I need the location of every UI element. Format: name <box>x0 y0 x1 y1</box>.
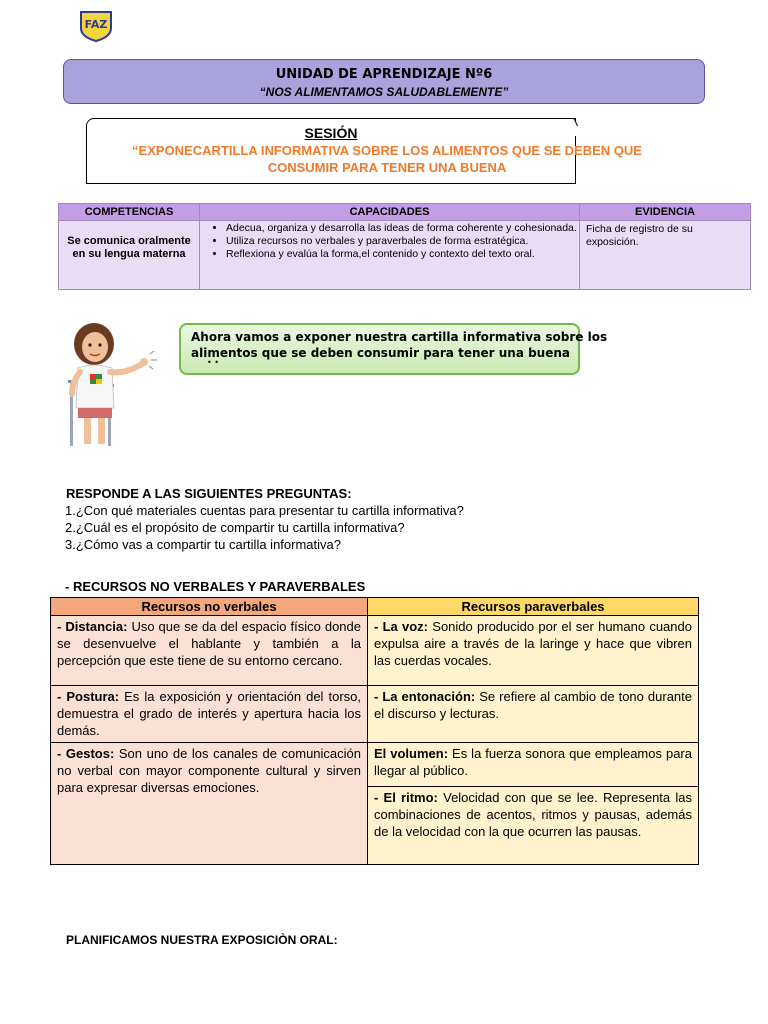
capacities-list <box>200 222 579 261</box>
planning-title: PLANIFICAMOS NUESTRA EXPOSICIÒN ORAL: <box>66 933 338 947</box>
nonverbal-gestos: - Gestos: Son uno de los canales de comunicación no verbal con mayor componente cultural y sirven para expresar diversas emociones. <box>51 743 368 865</box>
speech-bubble-dots: • • <box>207 358 219 367</box>
paraverbal-volumen: El volumen: Es la fuerza sonora que empleamos para llegar al público. <box>368 743 699 787</box>
header-evidencia: EVIDENCIA <box>580 204 751 221</box>
capacity-item: • Utiliza recursos no verbales y paraverbales de forma estratégica. <box>226 235 579 248</box>
competency-cell <box>59 221 200 290</box>
session-box-corner <box>560 118 578 136</box>
paraverbal-entonacion: - La entonación: Se refiere al cambio de tono durante el discurso y lecturas. <box>368 686 699 743</box>
capacity-item: • Reflexiona y evalúa la forma,el contenido y contexto del texto oral. <box>226 248 579 261</box>
header-capacidades: CAPACIDADES <box>200 204 580 221</box>
nonverbal-distancia: - Distancia: Uso que se da del espacio físico donde se desenvuelve el hablante y también a la percepción que este tiene de su entorno cercano. <box>51 616 368 686</box>
speech-bubble-text: Ahora vamos a exponer nuestra cartilla informativa sobre los alimentos que se deben consumir para tener una buena <box>191 330 608 360</box>
capacities-cell <box>200 221 580 290</box>
header-paraverbal: Recursos paraverbales <box>368 598 699 616</box>
paraverbal-ritmo: - El ritmo: Velocidad con que se lee. Representa las combinaciones de acentos, ritmos y pausas, además de la velocidad con la que ocurren las pausas. <box>368 787 699 865</box>
resources-table <box>50 597 699 865</box>
logo-text: FAZ <box>84 18 108 31</box>
competencies-table <box>58 203 751 290</box>
nonverbal-postura: - Postura: Es la exposición y orientación del torso, demuestra el grado de interés y apertura hacia los demás. <box>51 686 368 743</box>
questions-list <box>65 502 464 553</box>
question-item: 1.¿Con qué materiales cuentas para presentar tu cartilla informativa? <box>65 503 464 518</box>
question-item: 3.¿Cómo vas a compartir tu cartilla informativa? <box>65 537 341 552</box>
capacity-item: • Adecua, organiza y desarrolla las ideas de forma coherente y cohesionada. <box>226 222 579 235</box>
competency-text: Se comunica oralmente en su lengua materna <box>67 235 191 260</box>
header-nonverbal: Recursos no verbales <box>51 598 368 616</box>
session-label: SESIÓN <box>304 125 358 141</box>
evidence-cell <box>580 221 751 290</box>
header-competencias: COMPETENCIAS <box>59 204 200 221</box>
session-title: “EXPONECARTILLA INFORMATIVA SOBRE LOS ALIMENTOS QUE SE DEBEN QUE CONSUMIR PARA TENER UNA BUENA <box>132 143 642 175</box>
unit-title: UNIDAD DE APRENDIZAJE Nº6 <box>275 67 493 82</box>
unit-subtitle: “NOS ALIMENTAMOS SALUDABLEMENTE” <box>259 85 509 99</box>
girl-illustration <box>64 322 160 448</box>
questions-title: RESPONDE A LAS SIGUIENTES PREGUNTAS: <box>66 486 352 501</box>
paraverbal-voz: - La voz: Sonido producido por el ser humano cuando expulsa aire a través de la laringe y hace que vibren las cuerdas vocales. <box>368 616 699 686</box>
unit-title-banner <box>63 59 705 104</box>
school-logo <box>78 10 114 42</box>
resources-title: - RECURSOS NO VERBALES Y PARAVERBALES <box>65 579 366 594</box>
question-item: 2.¿Cuál es el propósito de compartir tu cartilla informativa? <box>65 520 405 535</box>
evidence-text: Ficha de registro de su exposición. <box>586 223 693 248</box>
